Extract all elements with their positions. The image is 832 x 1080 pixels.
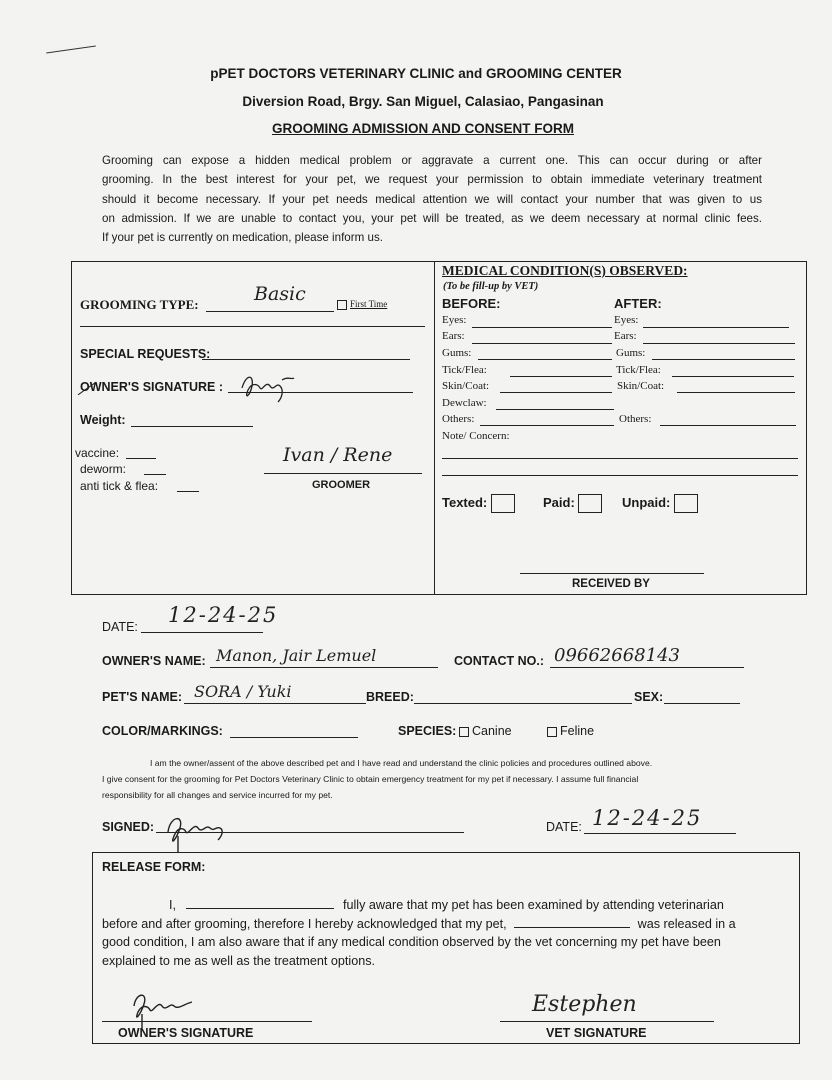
deworm-label: deworm: bbox=[80, 462, 127, 476]
contact-field[interactable] bbox=[550, 667, 744, 668]
paid-checkbox[interactable] bbox=[578, 494, 602, 513]
first-time-checkbox[interactable] bbox=[337, 300, 347, 310]
first-time-option[interactable] bbox=[337, 299, 387, 310]
date-field[interactable] bbox=[141, 632, 263, 633]
color-label: COLOR/MARKINGS: bbox=[102, 724, 223, 738]
before-skin-field[interactable] bbox=[500, 392, 612, 393]
texted-checkbox[interactable] bbox=[491, 494, 515, 513]
clinic-address: Diversion Road, Brgy. San Miguel, Calasiao, Pangasinan bbox=[242, 94, 604, 109]
intro-line: grooming. In the best interest for your pet, we request your permission to obtain immediate veterinary treatment bbox=[102, 173, 762, 187]
release-title: RELEASE FORM: bbox=[102, 860, 206, 874]
pet-name-field[interactable] bbox=[184, 703, 366, 704]
release-line-2-end: was released in a bbox=[637, 916, 736, 931]
release-pet-field[interactable] bbox=[514, 915, 630, 928]
sex-label: SEX: bbox=[634, 690, 664, 704]
texted-label: Texted: bbox=[442, 494, 488, 510]
before-eyes-field[interactable] bbox=[472, 327, 612, 328]
unpaid-label: Unpaid: bbox=[622, 494, 671, 510]
after-label: AFTER: bbox=[614, 296, 662, 311]
consent-date-label: DATE: bbox=[546, 820, 582, 834]
before-ears-label: Ears: bbox=[442, 330, 465, 342]
note-line-2[interactable] bbox=[442, 475, 798, 476]
first-time-label: First Time bbox=[350, 299, 388, 309]
pet-name-label: PET'S NAME: bbox=[102, 690, 183, 704]
breed-label: BREED: bbox=[366, 690, 414, 704]
release-paragraph bbox=[102, 896, 792, 970]
signed-label: SIGNED: bbox=[102, 820, 155, 834]
vet-sig-field[interactable] bbox=[500, 1021, 714, 1022]
before-others-label: Others: bbox=[442, 413, 475, 425]
before-gums-label: Gums: bbox=[442, 347, 472, 359]
received-by-field[interactable] bbox=[520, 573, 704, 574]
column-divider bbox=[434, 262, 435, 594]
consent-line-1: I am the owner/assent of the above described pet and I have read and understand the clinic policies and procedures outlined above. bbox=[150, 758, 653, 768]
after-others-field[interactable] bbox=[660, 425, 796, 426]
consent-line-3: responsibility for all changes and service incurred for my pet. bbox=[102, 790, 333, 800]
release-name-field[interactable] bbox=[186, 896, 334, 909]
pen-mark bbox=[46, 46, 96, 54]
feline-label: Feline bbox=[560, 724, 595, 738]
after-eyes-field[interactable] bbox=[643, 327, 789, 328]
owner-name-label: OWNER'S NAME: bbox=[102, 654, 206, 668]
after-gums-label: Gums: bbox=[616, 347, 646, 359]
signed-signature bbox=[160, 806, 240, 854]
after-eyes-label: Eyes: bbox=[614, 314, 639, 326]
unpaid-checkbox[interactable] bbox=[674, 494, 698, 513]
contact-value: 09662668143 bbox=[554, 645, 680, 666]
grooming-type-label: GROOMING TYPE: bbox=[80, 297, 199, 312]
release-line-2 bbox=[102, 915, 792, 934]
before-dewclaw-label: Dewclaw: bbox=[442, 397, 487, 409]
special-requests-label: SPECIAL REQUESTS: bbox=[80, 347, 211, 361]
release-owner-sig-field[interactable] bbox=[102, 1021, 312, 1022]
vet-sig-label: VET SIGNATURE bbox=[546, 1026, 647, 1040]
grooming-extra-line bbox=[80, 326, 425, 327]
before-skin-label: Skin/Coat: bbox=[442, 380, 490, 392]
release-line-3: good condition, I am also aware that if any medical condition observed by the vet concerning my pet have been bbox=[102, 935, 721, 949]
release-owner-signature bbox=[126, 986, 202, 1030]
contact-label: CONTACT NO.: bbox=[454, 654, 545, 668]
consent-line-2: I give consent for the grooming for Pet Doctors Veterinary Clinic to obtain emergency treatment for my pet if necessary. I assume full financial bbox=[102, 774, 639, 784]
intro-line: on admission. If we are unable to contact you, your pet will be treated, as we deem necessary at normal clinic fees. bbox=[102, 211, 762, 225]
release-owner-sig-label: OWNER'S SIGNATURE bbox=[118, 1026, 254, 1040]
form-title: GROOMING ADMISSION AND CONSENT FORM bbox=[272, 121, 574, 136]
before-dewclaw-field[interactable] bbox=[496, 409, 614, 410]
before-label: BEFORE: bbox=[442, 296, 501, 311]
after-tick-label: Tick/Flea: bbox=[616, 364, 661, 376]
groomer-label: GROOMER bbox=[312, 479, 371, 491]
medical-title: MEDICAL CONDITION(S) OBSERVED: bbox=[442, 263, 688, 278]
feline-checkbox[interactable] bbox=[547, 727, 557, 737]
clinic-name: pPET DOCTORS VETERINARY CLINIC and GROOMING CENTER bbox=[210, 66, 622, 81]
after-gums-field[interactable] bbox=[652, 359, 795, 360]
owner-signature-scribble bbox=[238, 366, 298, 406]
owner-name-value: Manon, Jair Lemuel bbox=[216, 646, 377, 665]
after-skin-label: Skin/Coat: bbox=[617, 380, 665, 392]
intro-line: should it become necessary. If your pet needs medical attention we will contact your number that was given to us bbox=[102, 192, 762, 206]
release-line-4: explained to me as well as the treatment options. bbox=[102, 953, 376, 968]
weight-label: Weight: bbox=[80, 413, 126, 427]
received-by-label: RECEIVED BY bbox=[572, 578, 650, 590]
groomer-value: Ivan / Rene bbox=[283, 444, 393, 466]
before-eyes-label: Eyes: bbox=[442, 314, 467, 326]
species-label: SPECIES: bbox=[398, 724, 457, 738]
after-ears-label: Ears: bbox=[614, 330, 637, 342]
feline-option[interactable] bbox=[547, 724, 594, 738]
owner-name-field[interactable] bbox=[210, 667, 438, 668]
pet-name-value: SORA / Yuki bbox=[194, 682, 292, 701]
sex-field[interactable] bbox=[664, 703, 740, 704]
owner-signature-label: OWNER'S SIGNATURE : bbox=[80, 380, 224, 394]
release-i: I, bbox=[169, 898, 176, 912]
intro-line: Grooming can expose a hidden medical problem or aggravate a current one. This can occur during or after bbox=[102, 154, 762, 167]
anti-tick-label: anti tick & flea: bbox=[80, 479, 159, 493]
after-tick-field[interactable] bbox=[672, 376, 794, 377]
deworm-field[interactable] bbox=[144, 474, 166, 475]
note-label: Note/ Concern: bbox=[442, 430, 510, 442]
before-gums-field[interactable] bbox=[478, 359, 612, 360]
before-tick-label: Tick/Flea: bbox=[442, 364, 487, 376]
vaccine-label: vaccine: bbox=[75, 446, 120, 460]
after-others-label: Others: bbox=[619, 413, 652, 425]
vet-signature-value: Estephen bbox=[532, 992, 637, 1017]
canine-label: Canine bbox=[472, 724, 512, 738]
before-tick-field[interactable] bbox=[510, 376, 612, 377]
anti-tick-field[interactable] bbox=[177, 491, 199, 492]
consent-date-value: 12-24-25 bbox=[592, 806, 703, 830]
vaccine-field[interactable] bbox=[126, 458, 156, 459]
note-line-1[interactable] bbox=[442, 458, 798, 459]
special-requests-field[interactable] bbox=[202, 359, 410, 360]
release-line-2-text: before and after grooming, therefore I hereby acknowledged that my pet, bbox=[102, 916, 507, 931]
texted-option[interactable] bbox=[442, 494, 515, 513]
before-others-field[interactable] bbox=[480, 425, 614, 426]
breed-field[interactable] bbox=[414, 703, 632, 704]
unpaid-option[interactable] bbox=[622, 494, 698, 513]
weight-field[interactable] bbox=[131, 426, 253, 427]
paid-label: Paid: bbox=[543, 494, 575, 510]
grooming-type-field[interactable] bbox=[206, 311, 334, 312]
consent-date-field[interactable] bbox=[584, 833, 736, 834]
color-field[interactable] bbox=[230, 737, 358, 738]
before-ears-field[interactable] bbox=[472, 343, 612, 344]
release-line-1-text: fully aware that my pet has been examined by attending veterinarian bbox=[343, 898, 724, 912]
after-ears-field[interactable] bbox=[643, 343, 795, 344]
groomer-field[interactable] bbox=[264, 473, 422, 474]
date-value: 12-24-25 bbox=[168, 603, 279, 627]
paid-option[interactable] bbox=[543, 494, 602, 513]
canine-option[interactable] bbox=[459, 724, 512, 738]
grooming-type-value: Basic bbox=[254, 283, 306, 305]
intro-paragraph bbox=[102, 151, 762, 247]
after-skin-field[interactable] bbox=[677, 392, 795, 393]
medical-subtitle: (To be fill-up by VET) bbox=[443, 281, 539, 292]
canine-checkbox[interactable] bbox=[459, 727, 469, 737]
intro-line: If your pet is currently on medication, please inform us. bbox=[102, 231, 383, 245]
date-label: DATE: bbox=[102, 620, 138, 634]
release-line-1 bbox=[102, 896, 792, 915]
